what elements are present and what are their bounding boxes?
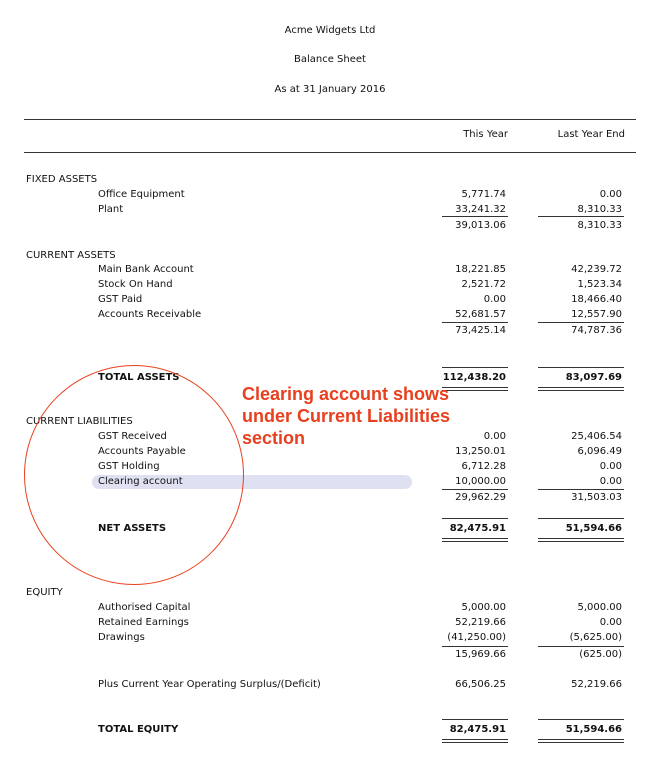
value-last-year: 0.00	[599, 476, 622, 487]
total-double-rule	[538, 739, 624, 743]
value-this-year: 0.00	[483, 294, 506, 305]
row-label-operating-surplus: Plus Current Year Operating Surplus/(Deficit)	[98, 679, 321, 690]
row-label-accounts-payable: Accounts Payable	[98, 446, 186, 457]
row-label-accounts-receivable: Accounts Receivable	[98, 309, 202, 320]
net-assets-label: NET ASSETS	[98, 523, 167, 534]
row-label-main-bank-account: Main Bank Account	[98, 264, 194, 275]
value-this-year: 2,521.72	[461, 279, 506, 290]
total-top-rule	[442, 719, 508, 720]
subtotal-this-year: 29,962.29	[455, 492, 506, 503]
header-bottom-rule	[24, 152, 636, 153]
subtotal-rule	[442, 322, 508, 323]
total-top-rule	[538, 367, 624, 368]
row-label-clearing-account: Clearing account	[98, 476, 183, 487]
total-top-rule	[442, 367, 508, 368]
subtotal-last-year: 74,787.36	[571, 325, 622, 336]
row-label-stock-on-hand: Stock On Hand	[98, 279, 173, 290]
total-top-rule	[538, 518, 624, 519]
row-label-plant: Plant	[98, 204, 124, 215]
annotation-callout: Clearing account shows under Current Liabilities section	[242, 384, 451, 448]
header-top-rule	[24, 119, 636, 120]
value-last-year: 52,219.66	[571, 679, 622, 690]
subtotal-last-year: 8,310.33	[577, 220, 622, 231]
value-this-year: 52,681.57	[455, 309, 506, 320]
section-title-equity: EQUITY	[26, 587, 63, 598]
column-header-this-year: This Year	[463, 129, 508, 140]
company-name: Acme Widgets Ltd	[284, 25, 376, 36]
value-this-year: 10,000.00	[455, 476, 506, 487]
value-last-year: 42,239.72	[571, 264, 622, 275]
report-title: Balance Sheet	[294, 54, 366, 65]
total-double-rule	[442, 538, 508, 542]
subtotal-last-year: 31,503.03	[571, 492, 622, 503]
row-label-drawings: Drawings	[98, 632, 145, 643]
value-this-year: 33,241.32	[455, 204, 506, 215]
subtotal-rule	[442, 646, 508, 647]
value-this-year: 13,250.01	[455, 446, 506, 457]
subtotal-rule	[538, 489, 624, 490]
total-top-rule	[538, 719, 624, 720]
total-assets-last-year: 83,097.69	[565, 372, 622, 383]
value-this-year: (41,250.00)	[447, 632, 506, 643]
row-label-office-equipment: Office Equipment	[98, 189, 185, 200]
value-this-year: 66,506.25	[455, 679, 506, 690]
value-this-year: 5,771.74	[461, 189, 506, 200]
net-assets-last-year: 51,594.66	[565, 523, 622, 534]
value-this-year: 52,219.66	[455, 617, 506, 628]
subtotal-rule	[538, 216, 624, 217]
total-top-rule	[442, 518, 508, 519]
value-this-year: 6,712.28	[461, 461, 506, 472]
row-label-authorised-capital: Authorised Capital	[98, 602, 191, 613]
value-last-year: 12,557.90	[571, 309, 622, 320]
subtotal-this-year: 15,969.66	[455, 649, 506, 660]
subtotal-rule	[442, 489, 508, 490]
value-last-year: 6,096.49	[577, 446, 622, 457]
total-double-rule	[538, 538, 624, 542]
report-date: As at 31 January 2016	[274, 84, 386, 95]
subtotal-this-year: 73,425.14	[455, 325, 506, 336]
total-equity-last-year: 51,594.66	[565, 724, 622, 735]
value-this-year: 18,221.85	[455, 264, 506, 275]
column-header-last-year: Last Year End	[557, 129, 625, 140]
total-assets-label: TOTAL ASSETS	[98, 372, 180, 383]
value-last-year: 0.00	[599, 617, 622, 628]
subtotal-rule	[538, 646, 624, 647]
row-label-gst-holding: GST Holding	[98, 461, 160, 472]
section-title-current-assets: CURRENT ASSETS	[26, 250, 116, 261]
total-equity-this-year: 82,475.91	[449, 724, 506, 735]
total-equity-label: TOTAL EQUITY	[98, 724, 179, 735]
subtotal-rule	[538, 322, 624, 323]
section-title-current-liabilities: CURRENT LIABILITIES	[26, 416, 133, 427]
value-this-year: 0.00	[483, 431, 506, 442]
row-label-gst-paid: GST Paid	[98, 294, 143, 305]
row-label-gst-received: GST Received	[98, 431, 167, 442]
value-last-year: 1,523.34	[577, 279, 622, 290]
section-title-fixed-assets: FIXED ASSETS	[26, 174, 98, 185]
subtotal-rule	[442, 216, 508, 217]
value-last-year: (5,625.00)	[569, 632, 622, 643]
row-label-retained-earnings: Retained Earnings	[98, 617, 189, 628]
value-this-year: 5,000.00	[461, 602, 506, 613]
value-last-year: 18,466.40	[571, 294, 622, 305]
total-double-rule	[442, 739, 508, 743]
subtotal-this-year: 39,013.06	[455, 220, 506, 231]
value-last-year: 0.00	[599, 461, 622, 472]
value-last-year: 8,310.33	[577, 204, 622, 215]
net-assets-this-year: 82,475.91	[449, 523, 506, 534]
subtotal-last-year: (625.00)	[579, 649, 622, 660]
total-double-rule	[538, 387, 624, 391]
value-last-year: 0.00	[599, 189, 622, 200]
value-last-year: 25,406.54	[571, 431, 622, 442]
annotation-circle	[24, 365, 244, 585]
total-assets-this-year: 112,438.20	[442, 372, 506, 383]
value-last-year: 5,000.00	[577, 602, 622, 613]
